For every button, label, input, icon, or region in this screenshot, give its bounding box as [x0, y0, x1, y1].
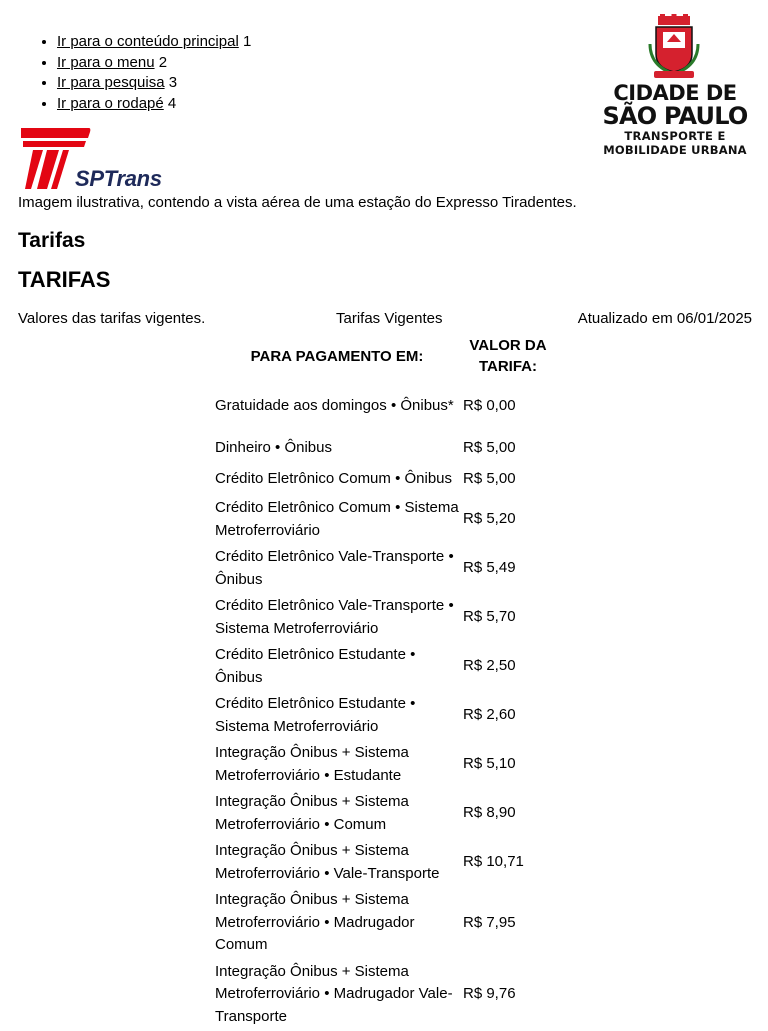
- fares-table: [212, 332, 556, 1031]
- fare-value: R$ 8,90: [463, 804, 516, 822]
- access-key: 2: [158, 53, 168, 71]
- fare-value: R$ 10,71: [463, 853, 524, 871]
- table-row: [214, 594, 554, 641]
- info-description: Valores das tarifas vigentes.: [18, 310, 206, 327]
- fare-value: R$ 5,00: [463, 470, 516, 488]
- info-row: [18, 310, 752, 330]
- fare-description: Gratuidade aos domingos • Ônibus*: [215, 396, 454, 414]
- table-row: [214, 496, 554, 543]
- access-key: 1: [242, 33, 252, 50]
- city-sao-paulo-logo[interactable]: [598, 14, 752, 160]
- city-logo-line: MOBILIDADE URBANA: [603, 143, 747, 157]
- fare-description: Integração Ônibus + Sistema Metroferroviário • Vale-Transporte: [215, 842, 440, 882]
- table-row: [214, 960, 554, 1030]
- table-row: [214, 643, 554, 690]
- fare-value: R$ 5,49: [463, 559, 516, 577]
- table-row: [214, 692, 554, 739]
- skip-link-item: [57, 53, 251, 74]
- skip-to-footer-link[interactable]: Ir para o rodapé: [57, 94, 164, 112]
- city-logo-line: CIDADE DE: [613, 81, 737, 105]
- fare-description: Integração Ônibus + Sistema Metroferroviário • Comum: [215, 793, 409, 833]
- image-alt-text: Imagem ilustrativa, contendo a vista aérea de uma estação do Expresso Tiradentes.: [18, 194, 577, 211]
- table-row: [214, 545, 554, 592]
- fare-value: R$ 2,50: [463, 657, 516, 675]
- fare-description: Crédito Eletrônico Estudante • Sistema Metroferroviário: [215, 695, 416, 735]
- access-key: 3: [168, 74, 178, 91]
- column-header: PARA PAGAMENTO EM:: [250, 347, 424, 365]
- fare-value: R$ 5,10: [463, 755, 516, 773]
- fare-description: Dinheiro • Ônibus: [215, 439, 332, 457]
- column-header: VALOR DA TARIFA:: [469, 337, 547, 375]
- fare-value: R$ 5,70: [463, 608, 516, 626]
- fare-value: R$ 2,60: [463, 706, 516, 724]
- skip-to-search-link[interactable]: Ir para pesquisa: [57, 74, 165, 91]
- fare-description: Crédito Eletrônico Vale-Transporte • Sistema Metroferroviário: [215, 597, 454, 637]
- city-crest-icon: [648, 14, 700, 80]
- fare-value: R$ 5,20: [463, 510, 516, 528]
- fare-description: Integração Ônibus + Sistema Metroferroviário • Madrugador Comum: [215, 891, 415, 953]
- fare-description: Integração Ônibus + Sistema Metroferroviário • Estudante: [215, 744, 409, 784]
- page-title: TARIFAS: [18, 267, 111, 292]
- table-row: [214, 434, 554, 463]
- fare-description: Crédito Eletrônico Comum • Ônibus: [215, 470, 453, 488]
- city-logo-line: TRANSPORTE E: [624, 129, 726, 143]
- city-logo-line: SÃO PAULO: [602, 102, 748, 130]
- fare-description: Crédito Eletrônico Estudante • Ônibus: [215, 646, 416, 686]
- info-updated-date: Atualizado em 06/01/2025: [577, 310, 752, 327]
- access-key: 4: [167, 94, 177, 112]
- fare-description: Integração Ônibus + Sistema Metroferroviário • Madrugador Vale-Transporte: [215, 962, 453, 1025]
- fare-value: R$ 0,00: [463, 396, 516, 414]
- table-row: [214, 839, 554, 886]
- table-row: [214, 380, 554, 432]
- skip-link-item: [57, 73, 251, 94]
- skip-to-menu-link[interactable]: Ir para o menu: [57, 53, 155, 71]
- table-row: [214, 790, 554, 837]
- section-heading: Tarifas: [18, 229, 86, 252]
- skip-link-item: [57, 94, 251, 115]
- info-caption: Tarifas Vigentes: [336, 310, 443, 327]
- fare-value: R$ 5,00: [463, 439, 516, 457]
- table-row: [214, 741, 554, 788]
- fare-description: Crédito Eletrônico Comum • Sistema Metroferroviário: [215, 499, 459, 539]
- table-row: [214, 465, 554, 494]
- fare-description: Crédito Eletrônico Vale-Transporte • Ônibus: [215, 548, 454, 588]
- fare-value: R$ 9,76: [463, 985, 516, 1002]
- sptrans-logo[interactable]: [17, 126, 197, 192]
- skip-links: [39, 32, 251, 114]
- table-header-row: [214, 334, 554, 378]
- fare-value: R$ 7,95: [463, 913, 516, 931]
- table-row: [214, 888, 554, 958]
- skip-link-item: [57, 32, 251, 53]
- skip-to-content-link[interactable]: Ir para o conteúdo principal: [57, 33, 239, 50]
- sptrans-wordmark: SPTrans: [75, 166, 162, 191]
